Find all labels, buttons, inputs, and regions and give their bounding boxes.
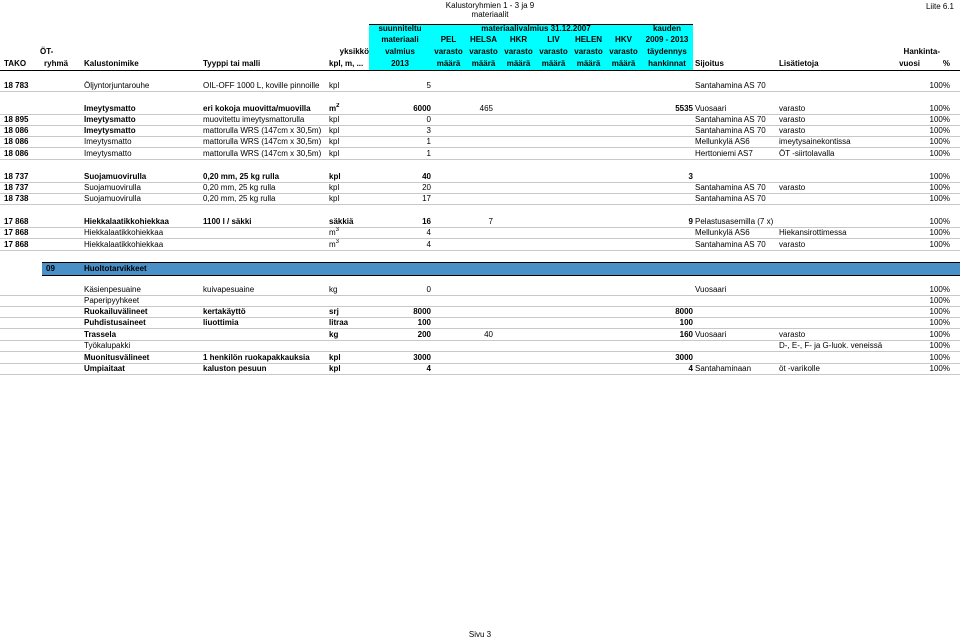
header-varasto-pel: varasto: [434, 47, 463, 56]
header-materiaali: materiaali: [381, 35, 419, 44]
cell-info: Hiekansirottimessa: [779, 228, 847, 237]
header-kauden: kauden: [652, 24, 681, 33]
cell-info: varasto: [779, 330, 806, 339]
header-varasto-helen: varasto: [574, 47, 603, 56]
cell-unit: kpl: [329, 81, 340, 90]
cell-name: Imeytysmatto: [84, 115, 136, 124]
cell-hank: 4: [688, 364, 693, 373]
cell-unit: srj: [329, 307, 339, 316]
header-yksikko: yksikkö: [339, 47, 369, 56]
cell-unit: litraa: [329, 318, 349, 327]
cell-type: 0,20 mm, 25 kg rulla: [203, 194, 276, 203]
table-row: [0, 148, 960, 160]
cell-info: varasto: [779, 183, 806, 192]
cell-req: 20: [422, 183, 431, 192]
cell-type: liuottimia: [203, 318, 239, 327]
cell-pel: 40: [484, 330, 493, 339]
cell-hank: 160: [679, 330, 693, 339]
header-kalustonimike: Kalustonimike: [84, 59, 139, 68]
cell-unit: kpl: [329, 183, 340, 192]
header-valmius: valmius: [385, 47, 415, 56]
cell-loc: Vuosaari: [695, 285, 727, 294]
section-title: Huoltotarvikkeet: [84, 264, 147, 273]
header-helen: HELEN: [574, 35, 603, 44]
cell-loc: Herttoniemi AS7: [695, 149, 753, 158]
document-title: [420, 1, 560, 19]
cell-pct: 100%: [929, 228, 950, 237]
header-hankinnat: hankinnat: [648, 59, 686, 68]
header-ot: ÖT-: [40, 47, 54, 56]
cell-name: Imeytysmatto: [84, 149, 132, 158]
table-row: [0, 80, 960, 92]
cell-tako: 18 738: [4, 194, 29, 203]
cell-pct: 100%: [929, 240, 950, 249]
cell-name: Ruokailuvälineet: [84, 307, 148, 316]
cell-info: öt -varikolle: [779, 364, 820, 373]
cell-name: Suojamuovirulla: [84, 194, 141, 203]
cell-req: 0: [426, 285, 431, 294]
cell-pct: 100%: [929, 364, 950, 373]
cell-pct: 100%: [929, 307, 950, 316]
cell-req: 17: [422, 194, 431, 203]
page-footer: Sivu 3: [468, 630, 492, 639]
header-percent: %: [942, 59, 950, 68]
header-varasto-helsa: varasto: [469, 47, 498, 56]
cell-loc: Mellunkylä AS6: [695, 228, 750, 237]
cell-req: 1: [426, 149, 431, 158]
header-year: 2013: [391, 59, 409, 68]
table-header: [0, 24, 960, 72]
appendix-label: Liite 6.1: [925, 2, 954, 11]
header-maara-hkr: määrä: [506, 59, 531, 68]
cell-name: Muonitusvälineet: [84, 353, 150, 362]
cell-pct: 100%: [929, 115, 950, 124]
header-hankinta: Hankinta-: [903, 47, 940, 56]
cell-pct: 100%: [929, 330, 950, 339]
header-tyyppi: Tyyppi tai malli: [203, 59, 261, 68]
cell-unit: säkkiä: [329, 217, 354, 226]
table-row: [0, 193, 960, 205]
cell-name: Hiekkalaatikkohiekkaa: [84, 217, 169, 226]
cell-name: Paperipyyhkeet: [84, 296, 140, 305]
header-maara-hkv: määrä: [611, 59, 636, 68]
cell-loc: Santahamina AS 70: [695, 194, 766, 203]
cell-type: muovitettu imeytysmattorulla: [203, 115, 305, 124]
cell-name: Hiekkalaatikkohiekkaa: [84, 240, 164, 249]
cell-unit: kpl: [329, 194, 340, 203]
cell-pct: 100%: [929, 285, 950, 294]
cell-type: eri kokoja muovitta/muovilla: [203, 104, 311, 113]
cell-pct: 100%: [929, 341, 950, 350]
cell-info: varasto: [779, 104, 806, 113]
cell-req: 4: [426, 364, 431, 373]
cell-info: imeytysainekontissa: [779, 137, 851, 146]
header-hkr: HKR: [509, 35, 528, 44]
unit-superscript: 3: [335, 239, 340, 245]
cell-pct: 100%: [929, 104, 950, 113]
table-row: [0, 227, 960, 239]
cell-unit: kpl: [329, 137, 340, 146]
cell-pct: 100%: [929, 137, 950, 146]
cell-tako: 18 737: [4, 183, 29, 192]
header-ryhma: ryhmä: [44, 59, 69, 68]
title-line-2: materiaalit: [471, 10, 509, 19]
cell-loc: Santahamina AS 70: [695, 115, 766, 124]
cell-name: Käsienpesuaine: [84, 285, 141, 294]
cell-loc: Santahaminaan: [695, 364, 752, 373]
cell-name: Trassela: [84, 330, 117, 339]
cell-type: mattorulla WRS (147cm x 30,5m): [203, 137, 322, 146]
cell-req: 1: [426, 137, 431, 146]
cell-hank: 8000: [675, 307, 693, 316]
cell-unit: kg: [329, 285, 338, 294]
table-row: [0, 239, 960, 251]
cell-type: mattorulla WRS (147cm x 30,5m): [203, 126, 322, 135]
cell-pct: 100%: [929, 296, 950, 305]
cell-unit: $m^3$: [329, 227, 340, 237]
cell-hank: 100: [679, 318, 693, 327]
cell-req: 200: [417, 330, 431, 339]
cell-unit: kpl: [329, 364, 341, 373]
cell-name: Imeytysmatto: [84, 126, 136, 135]
header-taydennys: täydennys: [647, 47, 687, 56]
cell-tako: 17 868: [4, 217, 29, 226]
cell-pct: 100%: [929, 149, 950, 158]
cell-info: varasto: [779, 115, 806, 124]
cell-req: 0: [426, 115, 431, 124]
cell-tako: 18 737: [4, 172, 29, 181]
cell-type: mattorulla WRS (147cm x 30,5m): [203, 149, 322, 158]
header-helsa: HELSA: [469, 35, 498, 44]
title-line-1: Kalustoryhmien 1 - 3 ja 9: [445, 1, 535, 10]
cell-loc: Santahamina AS 70: [695, 126, 766, 135]
cell-req: 40: [422, 172, 431, 181]
cell-loc: Vuosaari: [695, 104, 727, 113]
cell-req: 16: [422, 217, 431, 226]
cell-unit: kpl: [329, 172, 341, 181]
cell-name: Hiekkalaatikkohiekkaa: [84, 228, 164, 237]
table-row: [0, 317, 960, 329]
cell-type: 1 henkilön ruokapakkauksia: [203, 353, 310, 362]
cell-tako: 17 868: [4, 240, 29, 249]
cell-tako: 17 868: [4, 228, 29, 237]
header-maara-pel: määrä: [436, 59, 461, 68]
cell-tako: 18 895: [4, 115, 29, 124]
cell-pct: 100%: [929, 126, 950, 135]
cell-tako: 18 086: [4, 126, 29, 135]
cell-type: kertakäyttö: [203, 307, 246, 316]
cell-pct: 100%: [929, 172, 950, 181]
cell-unit: $m^2$: [329, 103, 340, 113]
cell-req: 100: [417, 318, 431, 327]
header-sijoitus: Sijoitus: [695, 59, 724, 68]
cell-info: ÖT -siirtolavalla: [779, 149, 835, 158]
cell-pct: 100%: [929, 217, 950, 226]
table-row: [0, 363, 960, 375]
cell-info: varasto: [779, 240, 806, 249]
cell-name: Suojamuovirulla: [84, 183, 141, 192]
cell-loc: Vuosaari: [695, 330, 727, 339]
cell-type: kuivapesuaine: [203, 285, 255, 294]
cell-name: Suojamuovirulla: [84, 172, 147, 181]
cell-type: 0,20 mm, 25 kg rulla: [203, 183, 276, 192]
cell-type: OIL-OFF 1000 L, koville pinnoille: [203, 81, 320, 90]
cell-req: 6000: [413, 104, 431, 113]
cell-loc: Santahamina AS 70: [695, 240, 766, 249]
cell-pct: 100%: [929, 194, 950, 203]
cell-req: 8000: [413, 307, 431, 316]
cell-pel: 7: [488, 217, 493, 226]
cell-name: Öljyntorjuntarouhe: [84, 81, 150, 90]
cell-pel: 465: [479, 104, 493, 113]
cell-hank: 3000: [675, 353, 693, 362]
unit-superscript: 3: [335, 227, 340, 233]
cell-req: 4: [426, 228, 431, 237]
cell-loc: Pelastusasemilla (7 x): [695, 217, 774, 226]
cell-unit: kpl: [329, 353, 341, 362]
cell-pct: 100%: [929, 353, 950, 362]
cell-name: Imeytysmatto: [84, 104, 136, 113]
header-lisatietoja: Lisätietoja: [779, 59, 819, 68]
cell-hank: 5535: [675, 104, 693, 113]
header-maara-helsa: määrä: [471, 59, 496, 68]
header-vuosi: vuosi: [899, 59, 920, 68]
cell-info: D-, E-, F- ja G-luok. veneissä: [779, 341, 883, 350]
cell-tako: 18 086: [4, 149, 29, 158]
cell-name: Työkalupakki: [84, 341, 131, 350]
unit-superscript: 2: [336, 103, 340, 109]
cell-unit: $m^3$: [329, 239, 340, 249]
table-row: [0, 136, 960, 148]
cell-loc: Santahamina AS 70: [695, 81, 766, 90]
header-tako: TAKO: [4, 59, 27, 68]
header-varasto-hkr: varasto: [504, 47, 533, 56]
cell-loc: Santahamina AS 70: [695, 183, 766, 192]
table-row: [0, 340, 960, 352]
cell-hank: 9: [688, 217, 693, 226]
section-number: 09: [46, 264, 55, 273]
header-varasto-hkv: varasto: [609, 47, 638, 56]
cell-info: varasto: [779, 126, 806, 135]
header-liv: LIV: [547, 35, 560, 44]
cell-type: 0,20 mm, 25 kg rulla: [203, 172, 280, 181]
cell-unit: kpl: [329, 149, 340, 158]
cell-tako: 18 783: [4, 81, 29, 90]
cell-tako: 18 086: [4, 137, 29, 146]
header-period: 2009 - 2013: [645, 35, 689, 44]
cell-type: kaluston pesuun: [203, 364, 267, 373]
cell-name: Puhdistusaineet: [84, 318, 146, 327]
header-pel: PEL: [440, 35, 457, 44]
cell-req: 3000: [413, 353, 431, 362]
header-materiaalivalmius: materiaalivalmius 31.12.2007: [481, 24, 591, 33]
cell-req: 5: [426, 81, 431, 90]
header-suunniteltu: suunniteltu: [378, 24, 422, 33]
cell-pct: 100%: [929, 81, 950, 90]
header-kpl: kpl, m, ...: [329, 59, 364, 68]
cell-unit: kpl: [329, 126, 340, 135]
cell-unit: kpl: [329, 115, 340, 124]
header-maara-helen: määrä: [576, 59, 601, 68]
cell-name: Imeytysmatto: [84, 137, 132, 146]
cell-req: 3: [426, 126, 431, 135]
cell-hank: 3: [688, 172, 693, 181]
header-varasto-liv: varasto: [539, 47, 568, 56]
header-maara-liv: määrä: [541, 59, 566, 68]
cell-name: Umpiaitaat: [84, 364, 125, 373]
cell-loc: Mellunkylä AS6: [695, 137, 750, 146]
cell-pct: 100%: [929, 183, 950, 192]
header-hkv: HKV: [615, 35, 632, 44]
section-header: [42, 262, 960, 276]
cell-unit: kg: [329, 330, 339, 339]
cell-req: 4: [426, 240, 431, 249]
cell-pct: 100%: [929, 318, 950, 327]
cell-type: 1100 l / säkki: [203, 217, 252, 226]
